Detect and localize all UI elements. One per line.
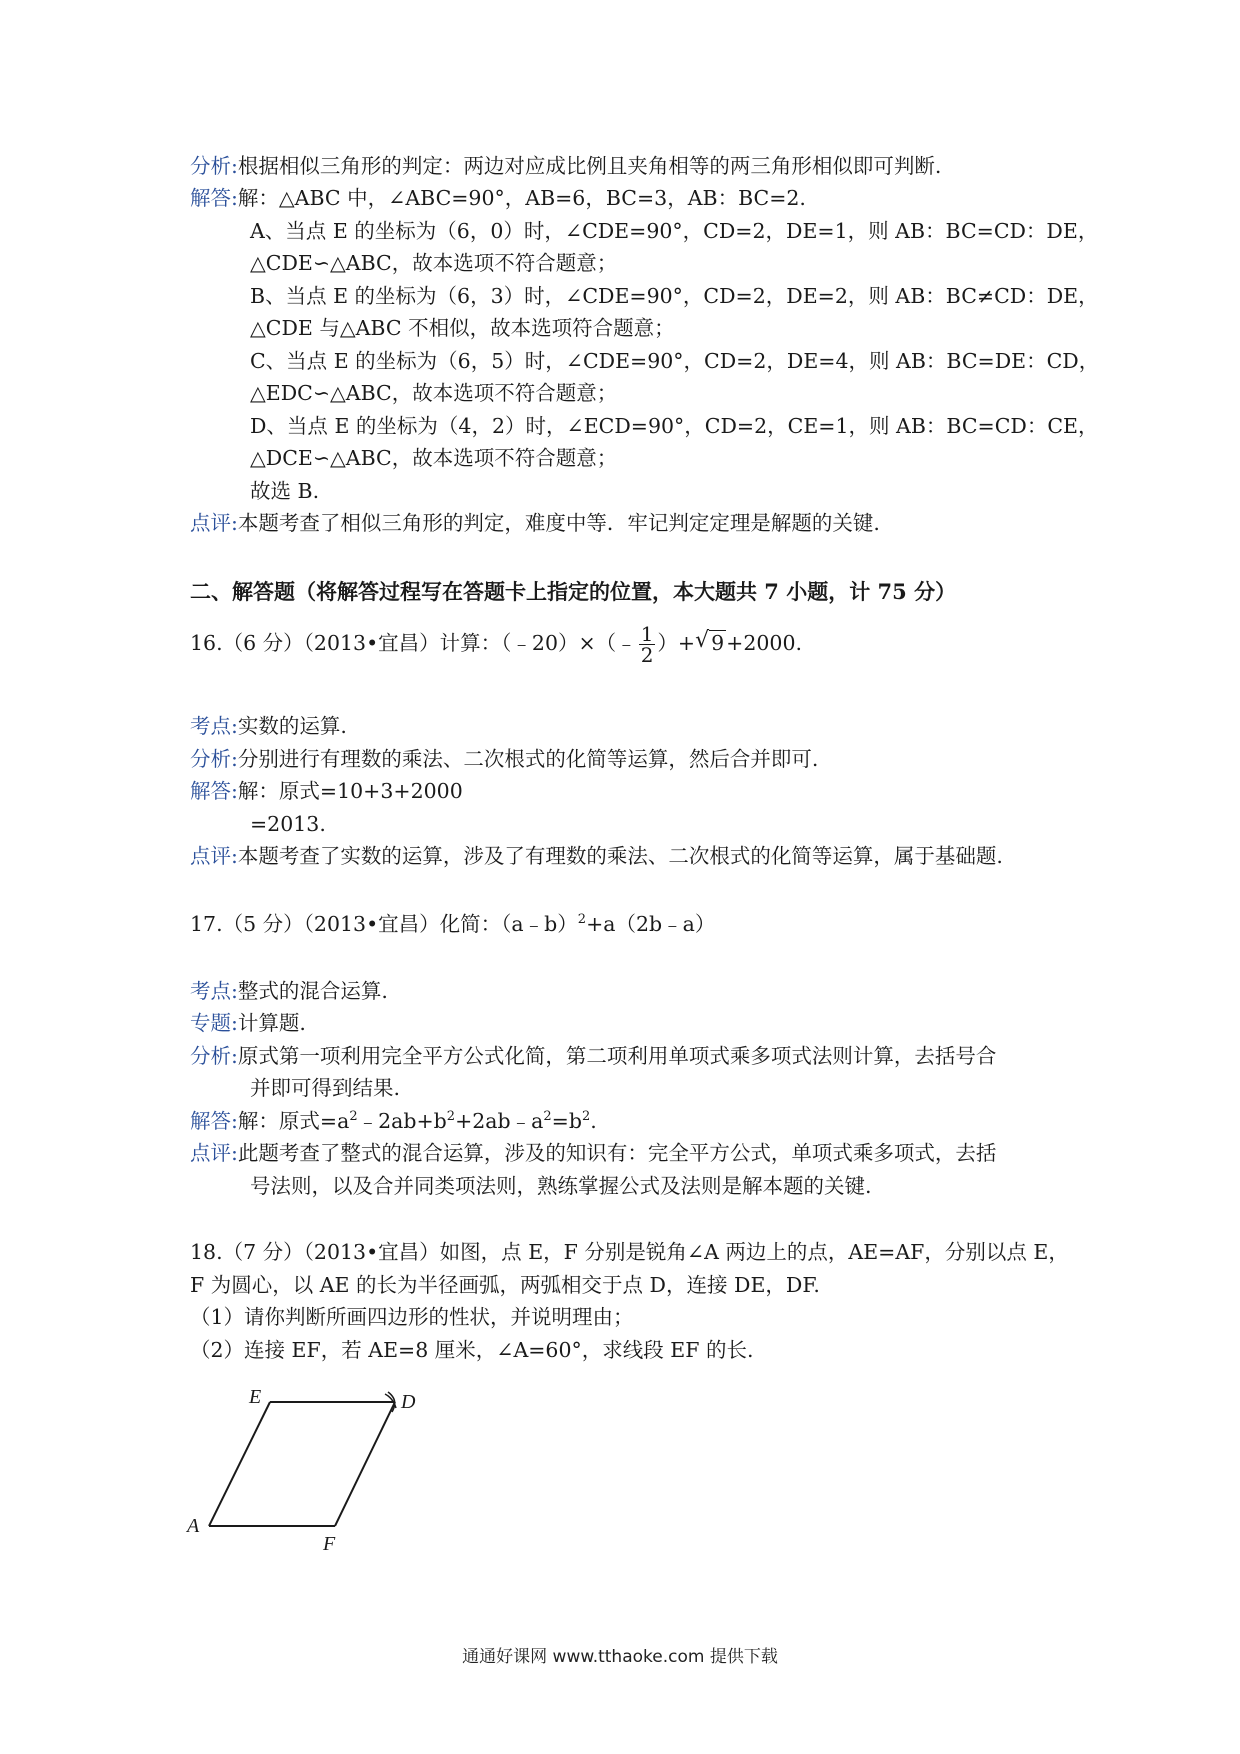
square-root xyxy=(695,629,726,657)
q17-stem xyxy=(190,910,715,938)
q17-sol-b: ﹣2ab+b xyxy=(357,1109,447,1133)
radical-sign-icon: √ xyxy=(695,628,710,653)
rhombus-figure xyxy=(185,1380,445,1560)
exponent: 2 xyxy=(446,1109,456,1125)
label-D: D xyxy=(401,1391,416,1413)
q15-line: △EDC∽△ABC，故本选项不符合题意； xyxy=(250,381,618,405)
section-heading: 二、解答题（将解答过程写在答题卡上指定的位置，本大题共 7 小题，计 75 分） xyxy=(190,579,957,604)
radicand: 9 xyxy=(711,631,725,655)
q17-zhuanti-line xyxy=(190,1009,306,1037)
q17-analysis-line xyxy=(190,1042,996,1070)
q17-comment-1: 此题考查了整式的混合运算，涉及的知识有：完全平方公式，单项式乘多项式，去括 xyxy=(237,1141,997,1165)
q16-comment-line xyxy=(190,842,1003,870)
page-footer: 通通好课网 www.tthaoke.com 提供下载 xyxy=(462,1647,778,1667)
q15-line: △CDE∽△ABC，故本选项不符合题意； xyxy=(250,251,618,275)
q18-stem-1: 18.（7 分）（2013•宜昌）如图，点 E，F 分别是锐角∠A 两边上的点，AE=AF，分别以点 E， xyxy=(190,1240,1069,1264)
q18-stem-2: F 为圆心，以 AE 的长为半径画弧，两弧相交于点 D，连接 DE，DF. xyxy=(190,1273,820,1297)
comment-label: 点评: xyxy=(190,1141,238,1165)
analysis-label: 分析: xyxy=(190,747,238,771)
kaodian-label: 考点: xyxy=(190,979,238,1003)
q17-stem-suffix: +a（2b﹣a） xyxy=(586,912,716,936)
q15-line: 故选 B. xyxy=(250,479,320,503)
q17-kaodian-text: 整式的混合运算. xyxy=(237,979,388,1003)
q16-analysis-text: 分别进行有理数的乘法、二次根式的化简等运算，然后合并即可. xyxy=(237,747,819,771)
analysis-label: 分析: xyxy=(190,154,238,178)
q16-solution-2: =2013. xyxy=(250,812,326,836)
q15-line: A、当点 E 的坐标为（6，0）时，∠CDE=90°，CD=2，DE=1，则 AB：BC=CD：DE， xyxy=(250,219,1099,243)
q17-analysis-2: 并即可得到结果. xyxy=(250,1076,401,1100)
edge-EA xyxy=(209,1402,270,1526)
solution-label: 解答: xyxy=(190,186,238,210)
q16-kaodian-line xyxy=(190,712,347,740)
fraction-denominator: 2 xyxy=(640,643,654,667)
exponent: 2 xyxy=(577,912,587,928)
q17-analysis-1: 原式第一项利用完全平方公式化简，第二项利用单项式乘多项式法则计算，去括号合 xyxy=(237,1044,997,1068)
kaodian-label: 考点: xyxy=(190,714,238,738)
edge-FD xyxy=(335,1402,395,1526)
q17-zhuanti-text: 计算题. xyxy=(237,1011,306,1035)
label-F: F xyxy=(323,1533,336,1555)
q17-comment-2: 号法则，以及合并同类项法则，熟练掌握公式及法则是解本题的关键. xyxy=(250,1174,872,1198)
exponent: 2 xyxy=(581,1109,591,1125)
q15-comment-text: 本题考查了相似三角形的判定，难度中等．牢记判定定理是解题的关键. xyxy=(237,511,880,535)
q15-comment-line xyxy=(190,509,880,537)
q16-analysis-line xyxy=(190,745,818,773)
exponent: 2 xyxy=(349,1109,358,1125)
q17-comment-line xyxy=(190,1139,996,1167)
q17-sol-c: +2ab﹣a xyxy=(455,1109,544,1133)
q16-solution-1: 解：原式=10+3+2000 xyxy=(237,779,463,803)
q16-solution-line xyxy=(190,777,463,805)
q17-kaodian-line xyxy=(190,977,388,1005)
q15-line: C、当点 E 的坐标为（6，5）时，∠CDE=90°，CD=2，DE=4，则 AB：BC=DE：CD， xyxy=(250,349,1100,373)
q16-stem-mid: ）+ xyxy=(657,631,696,655)
fraction xyxy=(639,624,656,665)
q16-stem-prefix: 16.（6 分）（2013•宜昌）计算：（﹣20）×（﹣ xyxy=(190,631,637,655)
q17-sol-e: . xyxy=(590,1109,597,1133)
q15-solution-intro: 解：△ABC 中，∠ABC=90°，AB=6，BC=3，AB：BC=2. xyxy=(237,186,806,210)
q17-sol-d: =b xyxy=(551,1109,582,1133)
q15-solution-line xyxy=(190,184,806,212)
q15-analysis-line xyxy=(190,152,941,180)
q15-line: △DCE∽△ABC，故本选项不符合题意； xyxy=(250,446,618,470)
q17-stem-prefix: 17.（5 分）（2013•宜昌）化简：（a﹣b） xyxy=(190,912,578,936)
label-E: E xyxy=(249,1386,262,1408)
q15-analysis-text: 根据相似三角形的判定：两边对应成比例且夹角相等的两三角形相似即可判断. xyxy=(237,154,942,178)
comment-label: 点评: xyxy=(190,511,238,535)
q15-line: △CDE 与△ABC 不相似，故本选项符合题意； xyxy=(250,316,675,340)
q18-sub-1: （1）请你判断所画四边形的性状，并说明理由； xyxy=(190,1305,634,1329)
q17-solution-line xyxy=(190,1107,597,1135)
q18-sub-2: （2）连接 EF，若 AE=8 厘米，∠A=60°，求线段 EF 的长. xyxy=(190,1338,754,1362)
q16-stem-suffix: +2000. xyxy=(726,631,803,655)
analysis-label: 分析: xyxy=(190,1044,238,1068)
q17-sol-a: 解：原式=a xyxy=(237,1109,350,1133)
solution-label: 解答: xyxy=(190,779,238,803)
zhuanti-label: 专题: xyxy=(190,1011,238,1035)
q15-line: B、当点 E 的坐标为（6，3）时，∠CDE=90°，CD=2，DE=2，则 AB：BC≠CD：DE， xyxy=(250,284,1099,308)
solution-label: 解答: xyxy=(190,1109,238,1133)
q16-comment-text: 本题考查了实数的运算，涉及了有理数的乘法、二次根式的化简等运算，属于基础题. xyxy=(237,844,1003,868)
label-A: A xyxy=(187,1515,200,1537)
comment-label: 点评: xyxy=(190,844,238,868)
q15-line: D、当点 E 的坐标为（4，2）时，∠ECD=90°，CD=2，CE=1，则 AB：BC=CD：CE， xyxy=(250,414,1099,438)
exponent: 2 xyxy=(543,1109,552,1125)
fraction-numerator: 1 xyxy=(640,622,654,646)
q16-stem xyxy=(190,624,802,665)
q16-kaodian-text: 实数的运算. xyxy=(237,714,347,738)
